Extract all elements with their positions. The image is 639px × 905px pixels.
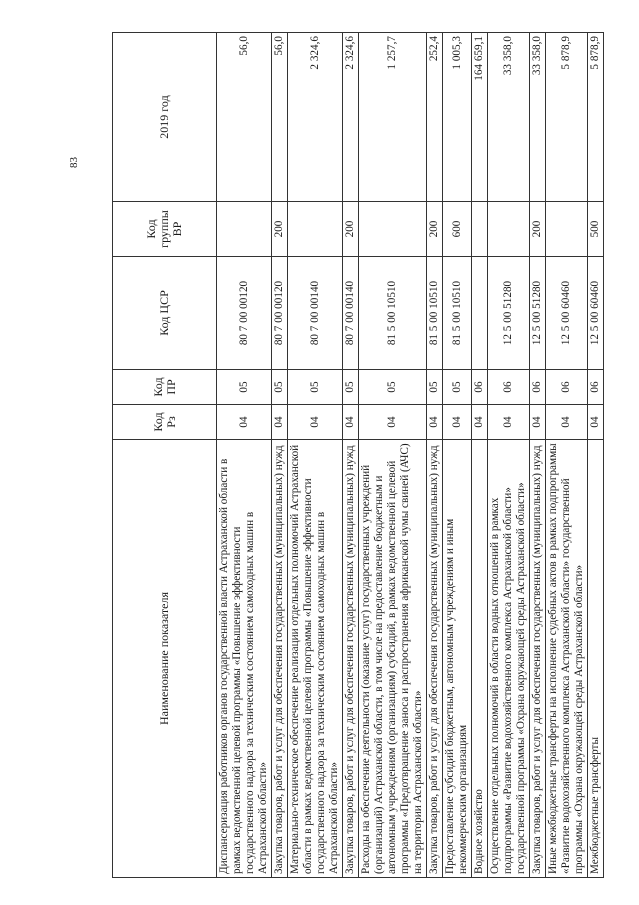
cell-name: Межбюджетные трансферты [588, 440, 604, 878]
cell-rz: 04 [272, 405, 288, 440]
cell-name: Иные межбюджетные трансферты на исполнение судебных актов в рамках подпрограммы «Развитие водохозяйственного комплекса Астраханской области» государственной программы «Охрана окружающей среды Астраханской области» [546, 440, 588, 878]
cell-csr: 12 5 00 60460 [546, 257, 588, 370]
cell-value: 1 005,3 [443, 33, 472, 202]
cell-pr: 05 [272, 370, 288, 405]
cell-rz: 04 [288, 405, 343, 440]
cell-value: 5 878,9 [588, 33, 604, 202]
cell-rz: 04 [443, 405, 472, 440]
cell-name: Закупка товаров, работ и услуг для обеспечения государственных (муниципальных) нужд [343, 440, 359, 878]
cell-csr: 12 5 00 60460 [588, 257, 604, 370]
cell-name: Закупка товаров, работ и услуг для обеспечения государственных (муниципальных) нужд [272, 440, 288, 878]
rotated-page [112, 33, 617, 878]
cell-pr: 05 [288, 370, 343, 405]
cell-csr: 81 5 00 10510 [359, 257, 427, 370]
cell-vr: 200 [272, 202, 288, 257]
cell-vr [288, 202, 343, 257]
table-row [546, 33, 588, 878]
cell-vr: 600 [443, 202, 472, 257]
cell-pr: 06 [546, 370, 588, 405]
page-number: 83 [68, 157, 80, 168]
cell-name: Предоставление субсидий бюджетным, автономным учреждениям и иным некоммерческим организациям [443, 440, 472, 878]
cell-value: 5 878,9 [546, 33, 588, 202]
cell-vr: 200 [427, 202, 443, 257]
cell-value: 252,4 [427, 33, 443, 202]
cell-name: Осуществление отдельных полномочий в области водных отношений в рамках подпрограммы «Развитие водохозяйственного комплекса Астраханской области» государственной программы «Охрана окружающей среды Астраханской области» [488, 440, 530, 878]
cell-pr: 05 [443, 370, 472, 405]
table-row [588, 33, 604, 878]
cell-value: 33 358,0 [488, 33, 530, 202]
table-row [488, 33, 530, 878]
cell-name: Диспансеризация работников органов государственной власти Астраханской области в рамках ведомственной целевой программы «Повышение эффективности государственного надзора за техническим состоянием самоходных машин в Астраханской области» [217, 440, 272, 878]
cell-value: 1 257,7 [359, 33, 427, 202]
cell-rz: 04 [217, 405, 272, 440]
cell-csr: 81 5 00 10510 [427, 257, 443, 370]
cell-csr [472, 257, 488, 370]
budget-table [112, 32, 604, 878]
cell-value: 33 358,0 [530, 33, 546, 202]
cell-name: Закупка товаров, работ и услуг для обеспечения государственных (муниципальных) нужд [530, 440, 546, 878]
header-vr: Код группы ВР [113, 202, 217, 257]
table-row [288, 33, 343, 878]
cell-pr: 05 [359, 370, 427, 405]
table-row [343, 33, 359, 878]
cell-rz: 04 [343, 405, 359, 440]
cell-value: 56,0 [272, 33, 288, 202]
cell-rz: 04 [546, 405, 588, 440]
cell-pr: 06 [472, 370, 488, 405]
cell-name: Материально-техническое обеспечение реализации отдельных полномочий Астраханской области в рамках ведомственной целевой программы «Повышение эффективности государственного надзора за техническим состоянием самоходных машин в Астраханской области» [288, 440, 343, 878]
table-row [530, 33, 546, 878]
cell-name: Закупка товаров, работ и услуг для обеспечения государственных (муниципальных) нужд [427, 440, 443, 878]
table-row [427, 33, 443, 878]
table-row [272, 33, 288, 878]
cell-csr: 12 5 00 51280 [488, 257, 530, 370]
cell-vr [472, 202, 488, 257]
cell-vr [217, 202, 272, 257]
cell-csr: 80 7 00 00140 [343, 257, 359, 370]
header-rz: Код Рз [113, 405, 217, 440]
cell-name: Водное хозяйство [472, 440, 488, 878]
cell-rz: 04 [488, 405, 530, 440]
cell-vr [546, 202, 588, 257]
cell-pr: 06 [530, 370, 546, 405]
cell-pr: 05 [343, 370, 359, 405]
cell-value: 2 324,6 [343, 33, 359, 202]
table-row [217, 33, 272, 878]
cell-pr: 06 [488, 370, 530, 405]
cell-pr: 05 [427, 370, 443, 405]
cell-vr: 500 [588, 202, 604, 257]
table-row [443, 33, 472, 878]
cell-value: 56,0 [217, 33, 272, 202]
cell-rz: 04 [472, 405, 488, 440]
table-row [359, 33, 427, 878]
cell-vr [359, 202, 427, 257]
cell-vr: 200 [530, 202, 546, 257]
cell-rz: 04 [530, 405, 546, 440]
table-body [217, 33, 604, 878]
cell-name: Расходы на обеспечение деятельности (оказание услуг) государственных учреждений (организаций) Астраханской области, в том числе на предоставление бюджетным и автономным учреждениям (организациям) субсидий, в рамках ведомственной целевой программы «Предотвращение заноса и распространения африканской чумы свиней (АЧС) на территории Астраханской области» [359, 440, 427, 878]
cell-vr: 200 [343, 202, 359, 257]
cell-csr: 80 7 00 00140 [288, 257, 343, 370]
cell-pr: 05 [217, 370, 272, 405]
cell-vr [488, 202, 530, 257]
cell-value: 164 659,1 [472, 33, 488, 202]
cell-csr: 80 7 00 00120 [272, 257, 288, 370]
header-pr: Код ПР [113, 370, 217, 405]
cell-csr: 80 7 00 00120 [217, 257, 272, 370]
cell-csr: 12 5 00 51280 [530, 257, 546, 370]
cell-rz: 04 [588, 405, 604, 440]
table-header-row [113, 33, 217, 878]
header-csr: Код ЦСР [113, 257, 217, 370]
table-row [472, 33, 488, 878]
header-year: 2019 год [113, 33, 217, 202]
header-name: Наименование показателя [113, 440, 217, 878]
cell-rz: 04 [359, 405, 427, 440]
cell-value: 2 324,6 [288, 33, 343, 202]
cell-csr: 81 5 00 10510 [443, 257, 472, 370]
cell-pr: 06 [588, 370, 604, 405]
cell-rz: 04 [427, 405, 443, 440]
